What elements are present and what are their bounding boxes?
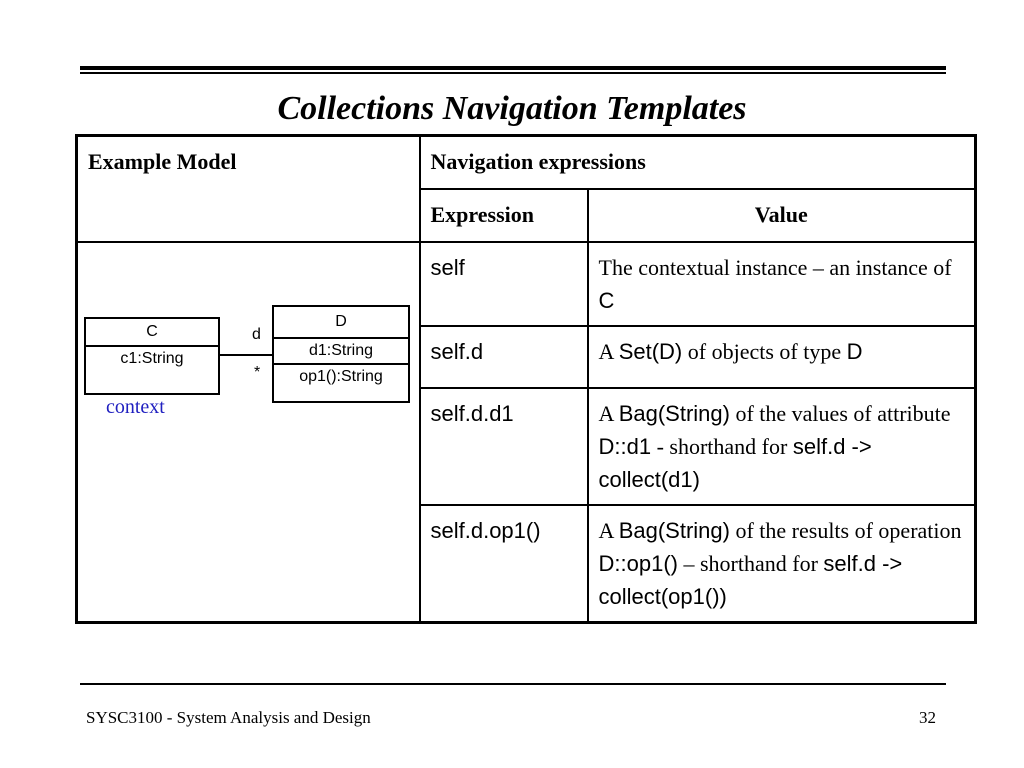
uml-model-diagram [78, 243, 421, 609]
value-text: A [598, 400, 619, 426]
code-text: Bag(String) [618, 517, 730, 543]
code-text: self.d -> collect(op1()) [598, 550, 903, 609]
context-label: context [106, 395, 165, 418]
class-d-attribute: d1:String [274, 337, 408, 363]
top-rule-thick [80, 66, 946, 70]
expression-cell: self.d.op1() [420, 505, 588, 623]
value-text: A [598, 517, 619, 543]
slide-title: Collections Navigation Templates [277, 90, 747, 127]
code-text: D::d1 [598, 433, 652, 459]
value-text: The contextual instance – an instance of [598, 254, 952, 280]
top-rule-thin [80, 72, 946, 74]
value-text: of the values of attribute [729, 400, 951, 426]
expression-cell: self.d.d1 [420, 388, 588, 505]
multiplicity-label: * [254, 363, 261, 381]
footer-page-number: 32 [919, 708, 936, 727]
value-cell [588, 505, 976, 623]
code-text: Set(D) [618, 338, 683, 364]
class-d-box [272, 305, 410, 403]
header-navigation-expressions: Navigation expressions [420, 136, 976, 189]
value-text: - shorthand for [651, 433, 793, 459]
table-header-row [77, 136, 976, 189]
role-name-label: d [252, 325, 261, 343]
footer-course: SYSC3100 - System Analysis and Design [86, 708, 371, 727]
code-text: D::op1() [598, 550, 678, 576]
footer-rule [80, 683, 946, 685]
value-cell [588, 388, 976, 505]
value-text: – shorthand for [677, 550, 824, 576]
table-row [77, 242, 976, 326]
code-text: Bag(String) [618, 400, 730, 426]
class-c-box [84, 317, 220, 395]
example-model-cell [77, 242, 420, 623]
class-c-name: C [146, 322, 158, 340]
value-cell [588, 326, 976, 388]
header-expression: Expression [420, 189, 588, 242]
value-cell [588, 242, 976, 326]
code-text: D [846, 338, 863, 364]
code-text: self.d -> collect(d1) [598, 433, 872, 492]
expression-cell: self [420, 242, 588, 326]
navigation-table [75, 134, 977, 624]
header-example-model: Example Model [77, 136, 420, 242]
header-value: Value [588, 189, 976, 242]
value-text: of the results of operation [729, 517, 962, 543]
expression-cell: self.d [420, 326, 588, 388]
class-d-name: D [335, 312, 347, 330]
value-text: A [598, 338, 619, 364]
value-text: of objects of type [682, 338, 847, 364]
code-text: C [598, 287, 615, 313]
class-c-attribute: c1:String [86, 345, 218, 371]
class-d-operation: op1():String [274, 363, 408, 389]
